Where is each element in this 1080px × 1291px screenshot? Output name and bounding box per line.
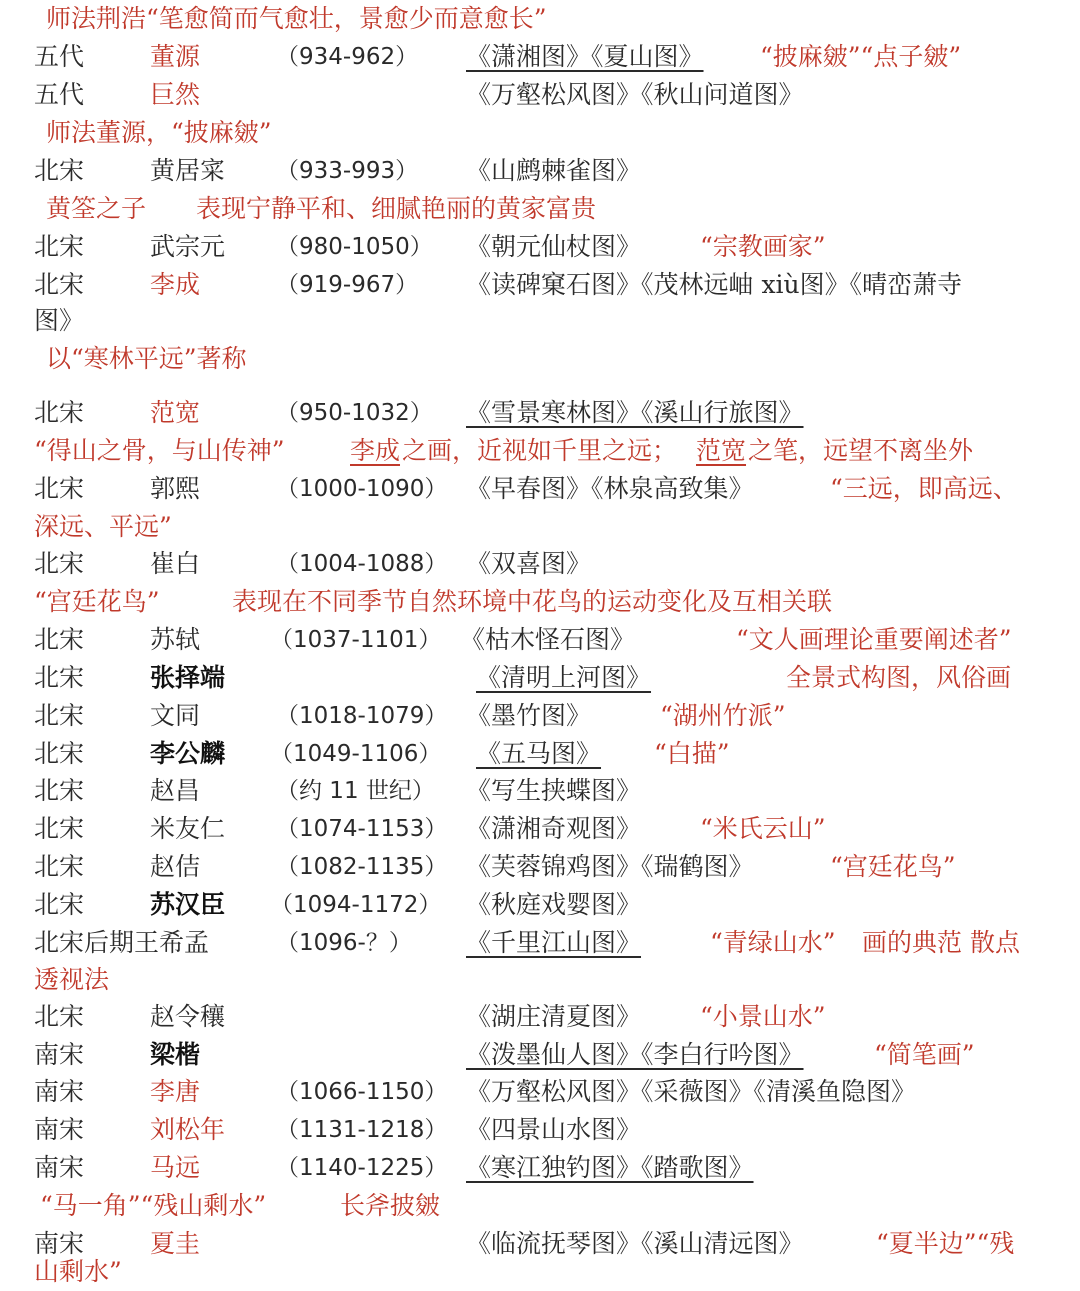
note-ju-ran — [0, 114, 1080, 152]
works: 《湖庄清夏图》 — [466, 1002, 642, 1031]
years: （1096-？） — [276, 930, 412, 956]
note-text: 李成 — [350, 436, 401, 465]
works: 《雪景寒林图》《溪山行旅图》 — [466, 398, 804, 427]
note-text: 之笔，远望不离坐外 — [748, 436, 974, 465]
style-note: “小景山水” — [700, 1002, 826, 1031]
works: 《千里江山图》 — [466, 928, 642, 957]
era: 北宋 — [34, 270, 85, 299]
row-mi-youren — [0, 810, 1080, 848]
works: 《墨竹图》 — [466, 701, 592, 730]
note-li-cheng — [0, 340, 1080, 378]
artist-name: 刘松年 — [150, 1115, 226, 1144]
artist-name: 张择端 — [150, 663, 226, 692]
works-continued: 图》 — [34, 306, 85, 335]
row-cui-bai — [0, 545, 1080, 583]
works: 《芙蓉锦鸡图》《瑞鹤图》 — [466, 852, 754, 881]
note-text: 深远、平远” — [34, 512, 172, 541]
note-text: 之画，近视如千里之远； — [402, 436, 678, 465]
row-wang-ximeng-wrap — [0, 961, 1080, 999]
years: （919-967） — [276, 272, 419, 298]
style-note: “湖州竹派” — [660, 701, 786, 730]
works: 《秋庭戏婴图》 — [466, 890, 642, 919]
note-text: 以“寒林平远”著称 — [46, 344, 247, 373]
style-note: “简笔画” — [874, 1040, 975, 1069]
note-text: “马一角”“残山剩水” — [40, 1191, 267, 1220]
row-su-hanchen — [0, 886, 1080, 924]
era: 五代 — [34, 42, 85, 71]
works: 《双喜图》 — [466, 549, 592, 578]
works: 《五马图》 — [476, 739, 602, 768]
years: （980-1050） — [276, 234, 433, 260]
artist-name: 李唐 — [150, 1077, 201, 1106]
row-guo-xi — [0, 470, 1080, 508]
years: （933-993） — [276, 158, 419, 184]
works: 《早春图》《林泉高致集》 — [466, 474, 754, 503]
row-wang-ximeng — [0, 924, 1080, 962]
artist-name: 苏汉臣 — [150, 890, 226, 919]
heading-jing-hao — [0, 0, 1080, 38]
style-note: “米氏云山” — [700, 814, 826, 843]
artist-name: 赵令穰 — [150, 1002, 226, 1031]
note-text: “宫廷花鸟” — [34, 587, 160, 616]
works: 《万壑松风图》《采薇图》《清溪鱼隐图》 — [466, 1077, 917, 1106]
years: （1066-1150） — [276, 1079, 448, 1105]
era: 北宋 — [34, 398, 85, 427]
works: 《枯木怪石图》 — [460, 625, 636, 654]
artist-name: 夏圭 — [150, 1229, 201, 1258]
artist-name: 武宗元 — [150, 232, 226, 261]
style-note: “文人画理论重要阐述者” — [736, 625, 1012, 654]
style-note: “三远，即高远、 — [830, 474, 1018, 503]
works: 《写生挟蝶图》 — [466, 776, 642, 805]
years: （950-1032） — [276, 400, 433, 426]
works: 《临流抚琴图》《溪山清远图》 — [466, 1229, 804, 1258]
era: 南宋 — [34, 1040, 85, 1069]
style-note: “白描” — [654, 739, 730, 768]
years: （约 11 世纪） — [276, 778, 435, 804]
row-huang-jucai — [0, 152, 1080, 190]
note-cui-bai — [0, 583, 1080, 621]
row-zhao-chang — [0, 772, 1080, 810]
row-su-shi — [0, 621, 1080, 659]
years: （1049-1106） — [270, 741, 442, 767]
years: （1004-1088） — [276, 551, 448, 577]
note-text: 范宽 — [696, 436, 747, 465]
works: 《万壑松风图》《秋山问道图》 — [466, 80, 804, 109]
artist-name: 文同 — [150, 701, 201, 730]
row-zhao-ji — [0, 848, 1080, 886]
era: 北宋 — [34, 776, 85, 805]
works: 《读碑窠石图》《茂林远岫 xiù图》《晴峦萧寺 — [466, 270, 963, 299]
row-dong-yuan — [0, 38, 1080, 76]
years: （1074-1153） — [276, 816, 448, 842]
era: 北宋 — [34, 852, 85, 881]
era: 北宋 — [34, 701, 85, 730]
works: 《四景山水图》 — [466, 1115, 642, 1144]
works: 《清明上河图》 — [476, 663, 652, 692]
era: 北宋 — [34, 474, 85, 503]
era: 北宋 — [34, 890, 85, 919]
artist-name: 王希孟 — [134, 928, 210, 957]
style-note: “宫廷花鸟” — [830, 852, 956, 881]
era: 南宋 — [34, 1115, 85, 1144]
artist-name: 范宽 — [150, 398, 201, 427]
row-wu-zongyuan — [0, 228, 1080, 266]
note-text: “得山之骨，与山传神” — [34, 436, 285, 465]
row-li-cheng — [0, 266, 1080, 304]
era: 北宋 — [34, 663, 85, 692]
row-liang-kai — [0, 1036, 1080, 1074]
row-li-tang — [0, 1073, 1080, 1111]
years: （1094-1172） — [270, 892, 442, 918]
style-note: “夏半边”“残 — [876, 1229, 1015, 1258]
artist-name: 李成 — [150, 270, 201, 299]
works: 《潇湘奇观图》 — [466, 814, 642, 843]
era: 南宋 — [34, 1153, 85, 1182]
row-ma-yuan — [0, 1149, 1080, 1187]
row-ju-ran — [0, 76, 1080, 114]
style-note: “披麻皴”“点子皴” — [760, 42, 962, 71]
years: （1018-1079） — [276, 703, 448, 729]
row-fan-kuan — [0, 394, 1080, 432]
artist-name: 苏轼 — [150, 625, 201, 654]
years: （1037-1101） — [270, 627, 442, 653]
era: 北宋 — [34, 1002, 85, 1031]
note-fan-kuan — [0, 432, 1080, 470]
works: 《泼墨仙人图》《李白行吟图》 — [466, 1040, 804, 1069]
style-note: “青绿山水” — [710, 928, 836, 957]
row-guo-xi-wrap — [0, 508, 1080, 546]
artist-name: 赵佶 — [150, 852, 201, 881]
artist-name: 董源 — [150, 42, 201, 71]
works: 《潇湘图》《夏山图》 — [466, 42, 704, 71]
artist-name: 黄居寀 — [150, 156, 226, 185]
heading-text: 师法荆浩“笔愈简而气愈壮，景愈少而意愈长” — [46, 4, 547, 33]
row-li-cheng-wrap — [0, 302, 1080, 340]
era: 北宋 — [34, 156, 85, 185]
era: 南宋 — [34, 1229, 85, 1258]
artist-name: 巨然 — [150, 80, 201, 109]
artist-name: 郭熙 — [150, 474, 201, 503]
works: 《山鹧棘雀图》 — [466, 156, 642, 185]
note-text: 表现在不同季节自然环境中花鸟的运动变化及互相关联 — [232, 587, 833, 616]
years: （1000-1090） — [276, 476, 448, 502]
note-text: 黄筌之子 — [46, 194, 147, 223]
works: 《朝元仙杖图》 — [466, 232, 642, 261]
note-huang-jucai — [0, 190, 1080, 228]
artist-name: 崔白 — [150, 549, 201, 578]
artist-name: 赵昌 — [150, 776, 201, 805]
years: （1131-1218） — [276, 1117, 448, 1143]
style-note: 全景式构图，风俗画 — [786, 663, 1012, 692]
note-text: 师法董源，“披麻皴” — [46, 118, 272, 147]
era: 北宋 — [34, 549, 85, 578]
era: 北宋 — [34, 232, 85, 261]
row-zhang-zeduan — [0, 659, 1080, 697]
row-xia-gui-wrap — [0, 1253, 1080, 1291]
artist-name: 马远 — [150, 1153, 201, 1182]
note-ma-yuan — [0, 1187, 1080, 1225]
note-text: 表现宁静平和、细腻艳丽的黄家富贵 — [196, 194, 597, 223]
row-liu-songnian — [0, 1111, 1080, 1149]
note-text: 山剩水” — [34, 1257, 122, 1286]
note-text: 长斧披皴 — [340, 1191, 441, 1220]
artist-name: 梁楷 — [150, 1040, 201, 1069]
note-text: 透视法 — [34, 965, 110, 994]
era: 北宋 — [34, 739, 85, 768]
era: 北宋后期 — [34, 928, 135, 957]
era: 北宋 — [34, 814, 85, 843]
era: 北宋 — [34, 625, 85, 654]
era: 五代 — [34, 80, 85, 109]
era: 南宋 — [34, 1077, 85, 1106]
row-zhao-lingrang — [0, 998, 1080, 1036]
artist-name: 李公麟 — [150, 739, 226, 768]
years: （1082-1135） — [276, 854, 448, 880]
row-li-gonglin — [0, 735, 1080, 773]
row-wen-tong — [0, 697, 1080, 735]
style-note-cont: 画的典范 散点 — [862, 928, 1020, 957]
years: （934-962） — [276, 44, 419, 70]
artist-name: 米友仁 — [150, 814, 226, 843]
works: 《寒江独钓图》《踏歌图》 — [466, 1153, 754, 1182]
style-note: “宗教画家” — [700, 232, 826, 261]
years: （1140-1225） — [276, 1155, 448, 1181]
